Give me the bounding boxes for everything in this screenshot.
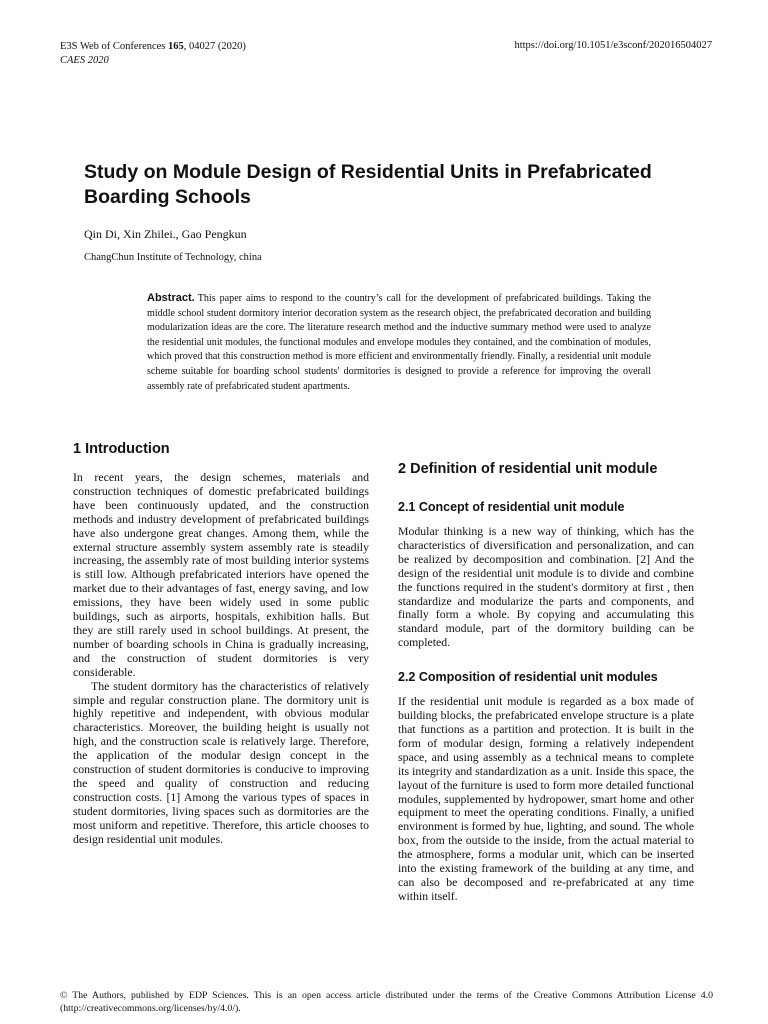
abstract-text: This paper aims to respond to the country’s call for the development of prefabricated buildings. Taking the middle school student dormitory interior decoration system as the research object, the prefabricated decoration and building modularization ideas are the core. The literature research method and the inductive summary method were used to analyze the residential unit modules, the functional modules and envelope modules they contained, and the combination of modules, which proved that this construction method is more efficient and environmentally friendly. Finally, a residential unit module scheme suitable for boarding school students' dormitories is designed to provide a reference for improving the overall assembly rate of prefabricated student apartments.: [147, 293, 651, 392]
journal-volume: 165: [168, 41, 184, 52]
conference-name: CAES 2020: [60, 55, 109, 66]
author-list: Qin Di, Xin Zhilei., Gao Pengkun: [84, 227, 247, 241]
left-column: [73, 440, 369, 846]
right-column: [398, 460, 694, 904]
article-number: , 04027 (2020): [183, 41, 246, 52]
intro-paragraph-2: The student dormitory has the characteristics of relatively simple and regular construction plane. The dormitory unit is highly repetitive and independent, with obvious modular characteristics. Moreover, the building height is usually not high, and the construction scale is relatively large. Therefore, the application of the modular design concept in the construction of student dormitories is conducive to improving the speed and quality of construction and reducing construction costs. [1] Among the various types of spaces in student dormitories, living spaces such as dormitories are the most uniform and repetitive. Therefore, this article chooses to design residential unit modules.: [73, 678, 369, 846]
intro-paragraph-1: In recent years, the design schemes, materials and construction techniques of domestic prefabricated buildings have been continuously updated, and the construction methods and industry development of prefabricated buildings have also undergone great changes. Among them, while the external structure assembly system assembly rate is steadily increasing, the assembly rate of most building interior systems is still low. Although prefabricated interiors have opened the market due to their advantages of fast, energy saving, and low emissions, they have been widely used in some public buildings, such as airports, hospitals, exhibition halls. But they are still rarely used in school buildings. At present, the number of boarding schools in China is gradually increasing, and the construction of student dormitories is very considerable.: [73, 470, 369, 679]
doi-link[interactable]: https://doi.org/10.1051/e3sconf/202016504027: [514, 40, 712, 51]
abstract: [147, 291, 651, 394]
composition-paragraph: If the residential unit module is regarded as a box made of building blocks, the prefabricated envelope structure is a plate that functions as a partition and protection. It is built in the form of modular design, forming a relatively independent space, and using assembly as a technical means to complete its integrity and standardization as a unit. Inside this space, the layout of the furniture is used to form more detailed functional modules, supplemented by hydropower, smart home and other equipment to meet the operating conditions. Finally, a unified environment is formed by hue, lighting, and sound. The whole box, from the outside to the inside, from the actual material to the atmosphere, forms a modular unit, which can be inserted into the existing framework of the building at any time, and can also be decomposed and re-prefabricated at any time within itself.: [398, 694, 694, 903]
paper-title: Study on Module Design of Residential Units in Prefabricated Boarding Schools: [84, 161, 652, 208]
license-footer: © The Authors, published by EDP Sciences. This is an open access article distributed under the terms of the Creative Commons Attribution License 4.0 (http://creativecommons.org/licenses/by/4.0/).: [60, 990, 713, 1014]
running-header: [60, 40, 246, 68]
concept-paragraph: Modular thinking is a new way of thinking, which has the characteristics of diversification and personalization, and can be realized by decomposition and combination. [2] And the design of the residential unit module is to divide and combine the functions required in the student's dormitory at first , then standardize and modularize the parts and components, and finally form a whole. By copying and accumulating this standard module, part of the dormitory building can be completed.: [398, 524, 694, 650]
section-heading-definition: 2 Definition of residential unit module: [398, 461, 658, 477]
subsection-heading-composition: 2.2 Composition of residential unit modules: [398, 670, 658, 685]
section-heading-introduction: 1 Introduction: [73, 441, 170, 457]
abstract-label: Abstract.: [147, 292, 195, 304]
journal-name: E3S Web of Conferences: [60, 41, 169, 52]
subsection-heading-concept: 2.1 Concept of residential unit module: [398, 500, 625, 514]
journal-citation: [60, 40, 246, 54]
affiliation: ChangChun Institute of Technology, china: [84, 252, 262, 263]
